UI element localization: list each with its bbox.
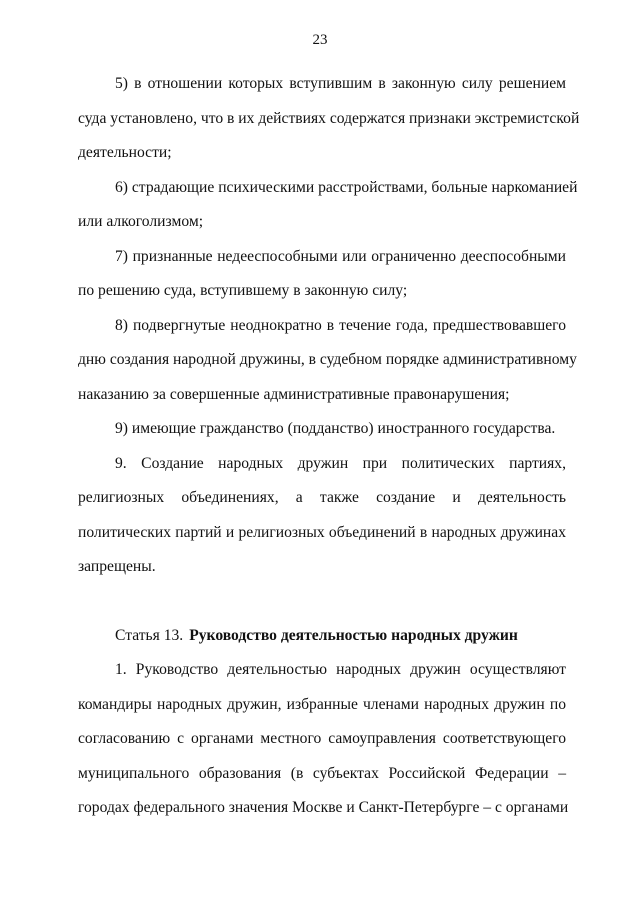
article-heading [78,619,566,654]
text-line: политических партий и религиозных объединений в народных дружинах [78,523,566,541]
article-label: Статья 13. [115,626,184,644]
text-line: деятельности; [78,144,172,161]
text-line: или алкоголизмом; [78,213,204,230]
section-spacer [78,585,566,619]
text-line: 6) страдающие психическими расстройствами, больные наркоманией [115,178,578,196]
text-line: 7) признанные недееспособными или ограниченно дееспособными [115,247,566,265]
paragraph-item-5 [78,67,580,171]
text-line: дню создания народной дружины, в судебном порядке административному [78,351,577,368]
paragraph-item-6 [78,171,578,240]
text-line: по решению суда, вступившему в законную силу; [78,282,408,299]
text-line: наказанию за совершенные административные правонарушения; [78,385,510,403]
text-line: 9. Создание народных дружин при политических партиях, [115,454,566,472]
text-line: религиозных объединениях, а также создание и деятельность [78,489,566,506]
text-line: 9) имеющие гражданство (подданство) иностранного государства. [115,420,556,437]
paragraph-item-7 [78,240,566,309]
text-line: 1. Руководство деятельностью народных дружин осуществляют [115,661,566,678]
paragraph-section-9 [78,447,566,585]
text-line: муниципального образования (в субъектах Российской Федерации – [78,764,566,782]
paragraph-item-9 [78,412,566,447]
text-line: суда установлено, что в их действиях содержатся признаки экстремистской [78,109,580,127]
article-paragraph-1 [78,653,569,826]
text-line: городах федерального значения Москве и Санкт-Петербурге – с органами [78,799,569,816]
page-number: 23 [312,32,328,48]
text-line: запрещены. [78,558,156,575]
text-line: 8) подвергнутые неоднократно в течение года, предшествовавшего [115,316,566,334]
article-title: Руководство деятельностью народных дружин [189,626,518,644]
text-line: 5) в отношении которых вступившим в законную силу решением [115,75,566,92]
text-line: согласованию с органами местного самоуправления соответствующего [78,730,566,747]
paragraph-item-8 [78,309,577,413]
text-line: командиры народных дружин, избранные членами народных дружин по [78,695,566,713]
document-body [78,67,580,826]
